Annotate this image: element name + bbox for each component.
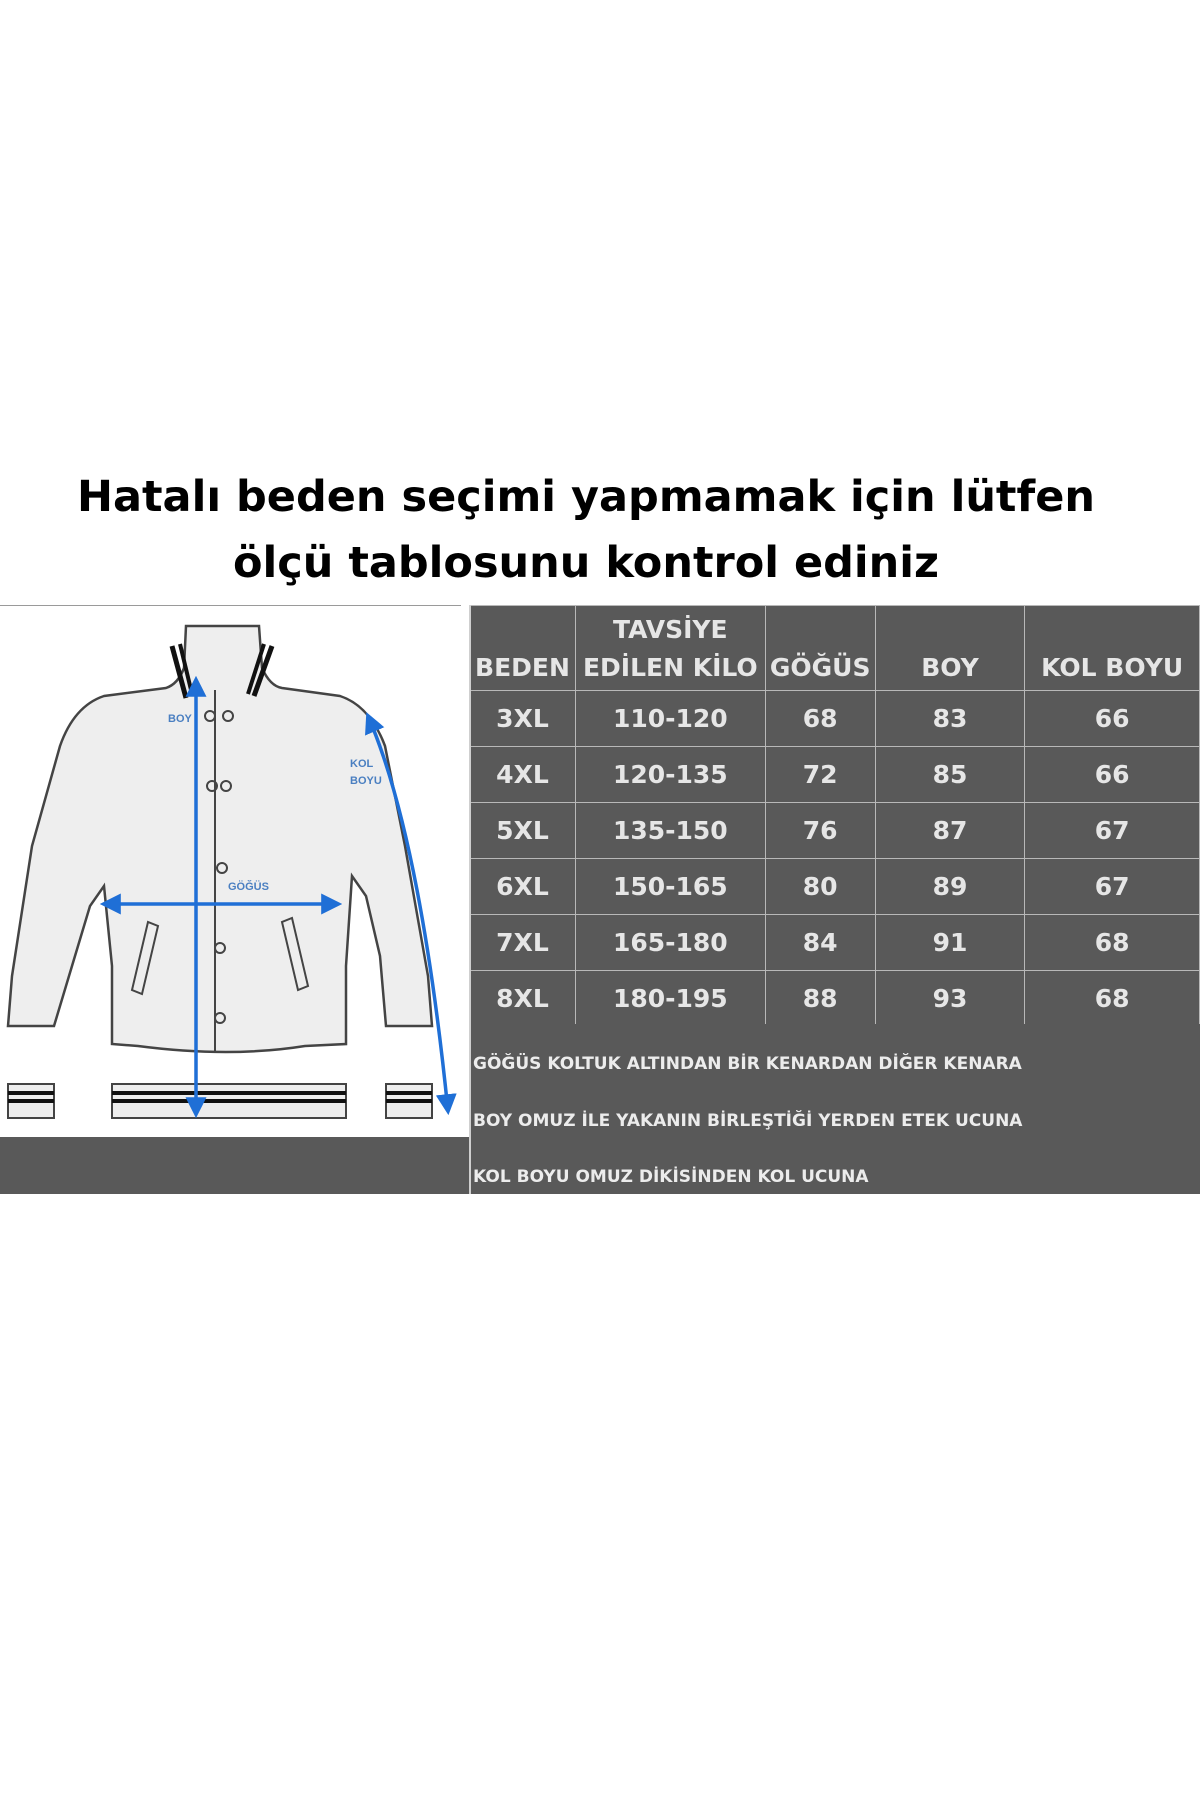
table-row <box>470 915 1200 971</box>
cell-boy: 89 <box>875 859 1025 915</box>
boy-label: BOY <box>168 713 192 725</box>
cell-beden: 8XL <box>470 971 576 1027</box>
cell-gogus: 76 <box>765 803 875 859</box>
cell-boy: 87 <box>875 803 1025 859</box>
cell-kol-boyu: 66 <box>1025 691 1200 747</box>
table-row <box>470 803 1200 859</box>
jacket-diagram <box>0 606 461 1138</box>
cell-boy: 91 <box>875 915 1025 971</box>
header-beden: BEDEN <box>470 606 576 691</box>
cell-beden: 7XL <box>470 915 576 971</box>
cell-boy: 93 <box>875 971 1025 1027</box>
page-heading <box>0 464 1200 596</box>
measurement-notes <box>469 1024 1200 1194</box>
header-gogus: GÖĞÜS <box>765 606 875 691</box>
table-row <box>470 971 1200 1027</box>
cell-beden: 4XL <box>470 747 576 803</box>
heading-line-2: ölçü tablosunu kontrol ediniz <box>232 538 940 588</box>
panel-separator <box>469 605 471 1194</box>
cell-gogus: 80 <box>765 859 875 915</box>
boyu-label: BOYU <box>350 775 382 787</box>
note-boy: BOY OMUZ İLE YAKANIN BİRLEŞTİĞİ YERDEN ETEK UCUNA <box>473 1111 1023 1131</box>
cell-gogus: 84 <box>765 915 875 971</box>
cell-kilo: 150-165 <box>575 859 765 915</box>
note-gogus: GÖĞÜS KOLTUK ALTINDAN BİR KENARDAN DİĞER KENARA <box>473 1054 1022 1074</box>
note-kol-boyu: KOL BOYU OMUZ DİKİSİNDEN KOL UCUNA <box>473 1167 869 1187</box>
table-header-row <box>470 606 1200 691</box>
jacket-body <box>8 626 432 1052</box>
kol-label: KOL <box>350 758 374 770</box>
cell-kilo: 135-150 <box>575 803 765 859</box>
cell-boy: 83 <box>875 691 1025 747</box>
table-row <box>470 747 1200 803</box>
cell-beden: 5XL <box>470 803 576 859</box>
size-table <box>469 605 1200 1027</box>
cell-beden: 6XL <box>470 859 576 915</box>
cell-kol-boyu: 68 <box>1025 971 1200 1027</box>
cell-boy: 85 <box>875 747 1025 803</box>
cell-kilo: 110-120 <box>575 691 765 747</box>
cell-gogus: 88 <box>765 971 875 1027</box>
table-row <box>470 691 1200 747</box>
cell-gogus: 72 <box>765 747 875 803</box>
cell-kilo: 165-180 <box>575 915 765 971</box>
cell-beden: 3XL <box>470 691 576 747</box>
table-row <box>470 859 1200 915</box>
header-boy: BOY <box>875 606 1025 691</box>
footer-gray-block <box>0 1137 470 1194</box>
cell-kol-boyu: 67 <box>1025 803 1200 859</box>
cell-kol-boyu: 68 <box>1025 915 1200 971</box>
gogus-label: GÖĞÜS <box>228 881 269 893</box>
cell-kol-boyu: 67 <box>1025 859 1200 915</box>
heading-line-1: Hatalı beden seçimi yapmamak için lütfen <box>77 472 1095 522</box>
header-kol-boyu: KOL BOYU <box>1025 606 1200 691</box>
cell-kilo: 180-195 <box>575 971 765 1027</box>
jacket-diagram-panel <box>0 605 461 1138</box>
header-tavsiye-edilen-kilo: TAVSİYE EDİLEN KİLO <box>575 606 765 691</box>
cell-kol-boyu: 66 <box>1025 747 1200 803</box>
cell-kilo: 120-135 <box>575 747 765 803</box>
cell-gogus: 68 <box>765 691 875 747</box>
